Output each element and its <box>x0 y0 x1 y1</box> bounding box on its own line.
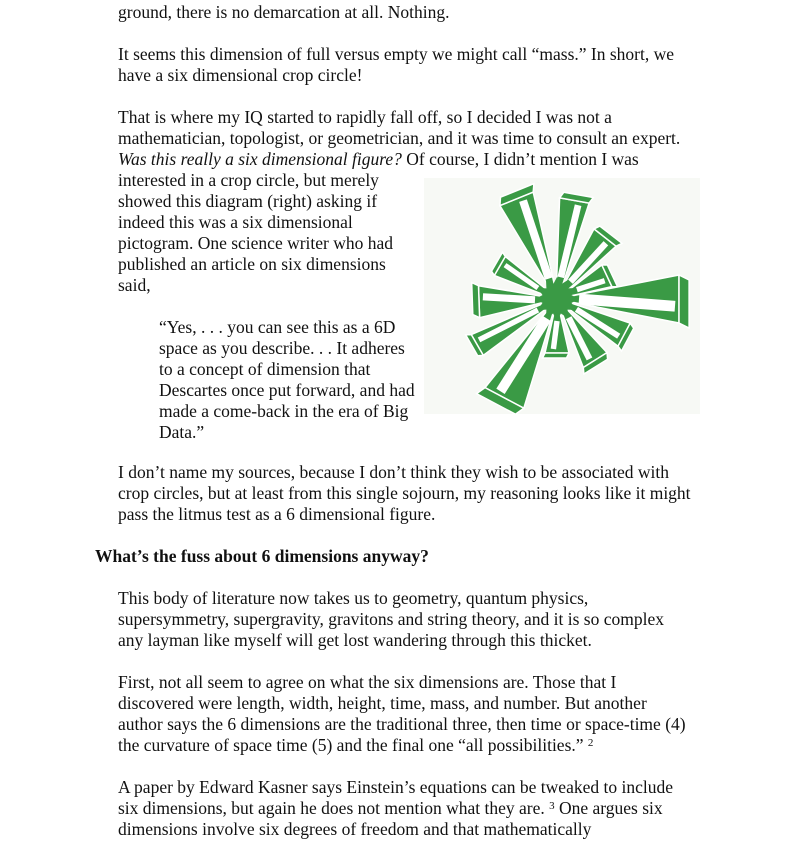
italic-question: Was this really a six dimensional figure? <box>118 149 402 169</box>
crop-circle-figure <box>424 178 700 414</box>
spoke-cap-5 <box>679 275 689 328</box>
spoke-highlight-11 <box>483 297 535 300</box>
paragraph-intro-end: ground, there is no demarcation at all. Nothing. <box>118 2 450 22</box>
spoke-cap-11 <box>472 283 480 318</box>
paragraph-mass: It seems this dimension of full versus empty we might call “mass.” In short, we have a six dimensional crop circle! <box>118 44 675 85</box>
paragraph-diagram-wrap: interested in a crop circle, but merely showed this diagram (right) asking if indeed this was a six dimensional pictogram. One science writer who had published an article on six dimensions said, <box>118 170 394 295</box>
crop-circle-pictogram-icon <box>424 178 700 414</box>
paragraph-sources: I don’t name my sources, because I don’t think they wish to be associated with crop circles, but at least from this single sojourn, my reasoning looks like it might pass the litmus test as a 6 dimensional figure. <box>118 462 691 524</box>
footnote-ref-2: 2 <box>587 737 594 749</box>
paragraph-kasner-tail: One argues six dimensions involve six degrees of freedom and that mathematically <box>118 798 663 839</box>
paragraph-kasner-text: A paper by Edward Kasner says Einstein’s equations can be tweaked to include six dimensions, but again he does not mention what they are. <box>118 777 673 818</box>
spoke-highlight-8 <box>553 321 557 349</box>
footnote-ref-3: 3 <box>549 800 555 812</box>
section-heading: What’s the fuss about 6 dimensions anyway? <box>95 546 429 566</box>
blockquote: “Yes, . . . you can see this as a 6D space as you describe. . . It adheres to a concept of dimension that Descartes once put forward, and had made a come-back in the era of Big Data.” <box>159 317 415 442</box>
paragraph-literature: This body of literature now takes us to geometry, quantum physics, supersymmetry, supergravity, gravitons and string theory, and it is so complex any layman like myself will get lost wandering through this thicket. <box>118 588 664 650</box>
paragraph-six-dimensions-text: First, not all seem to agree on what the six dimensions are. Those that I discovered were length, width, height, time, mass, and number. But another author says the 6 dimensions are the traditional three, then time or space-time (4) the curvature of space time (5) and the final one “all possibilities.” <box>118 672 686 755</box>
spoke-cap-8 <box>543 353 570 358</box>
paragraph-six-dimensions <box>118 672 693 756</box>
paragraph-iq-text: That is where my IQ started to rapidly fall off, so I decided I was not a mathematician, topologist, or geometrician, and it was time to consult an expert. <box>118 107 681 148</box>
paragraph-iq <box>118 107 693 170</box>
paragraph-iq-tail: Of course, I didn’t mention I was <box>401 149 639 169</box>
paragraph-kasner <box>118 777 693 840</box>
spoke-highlight-5 <box>579 299 675 306</box>
